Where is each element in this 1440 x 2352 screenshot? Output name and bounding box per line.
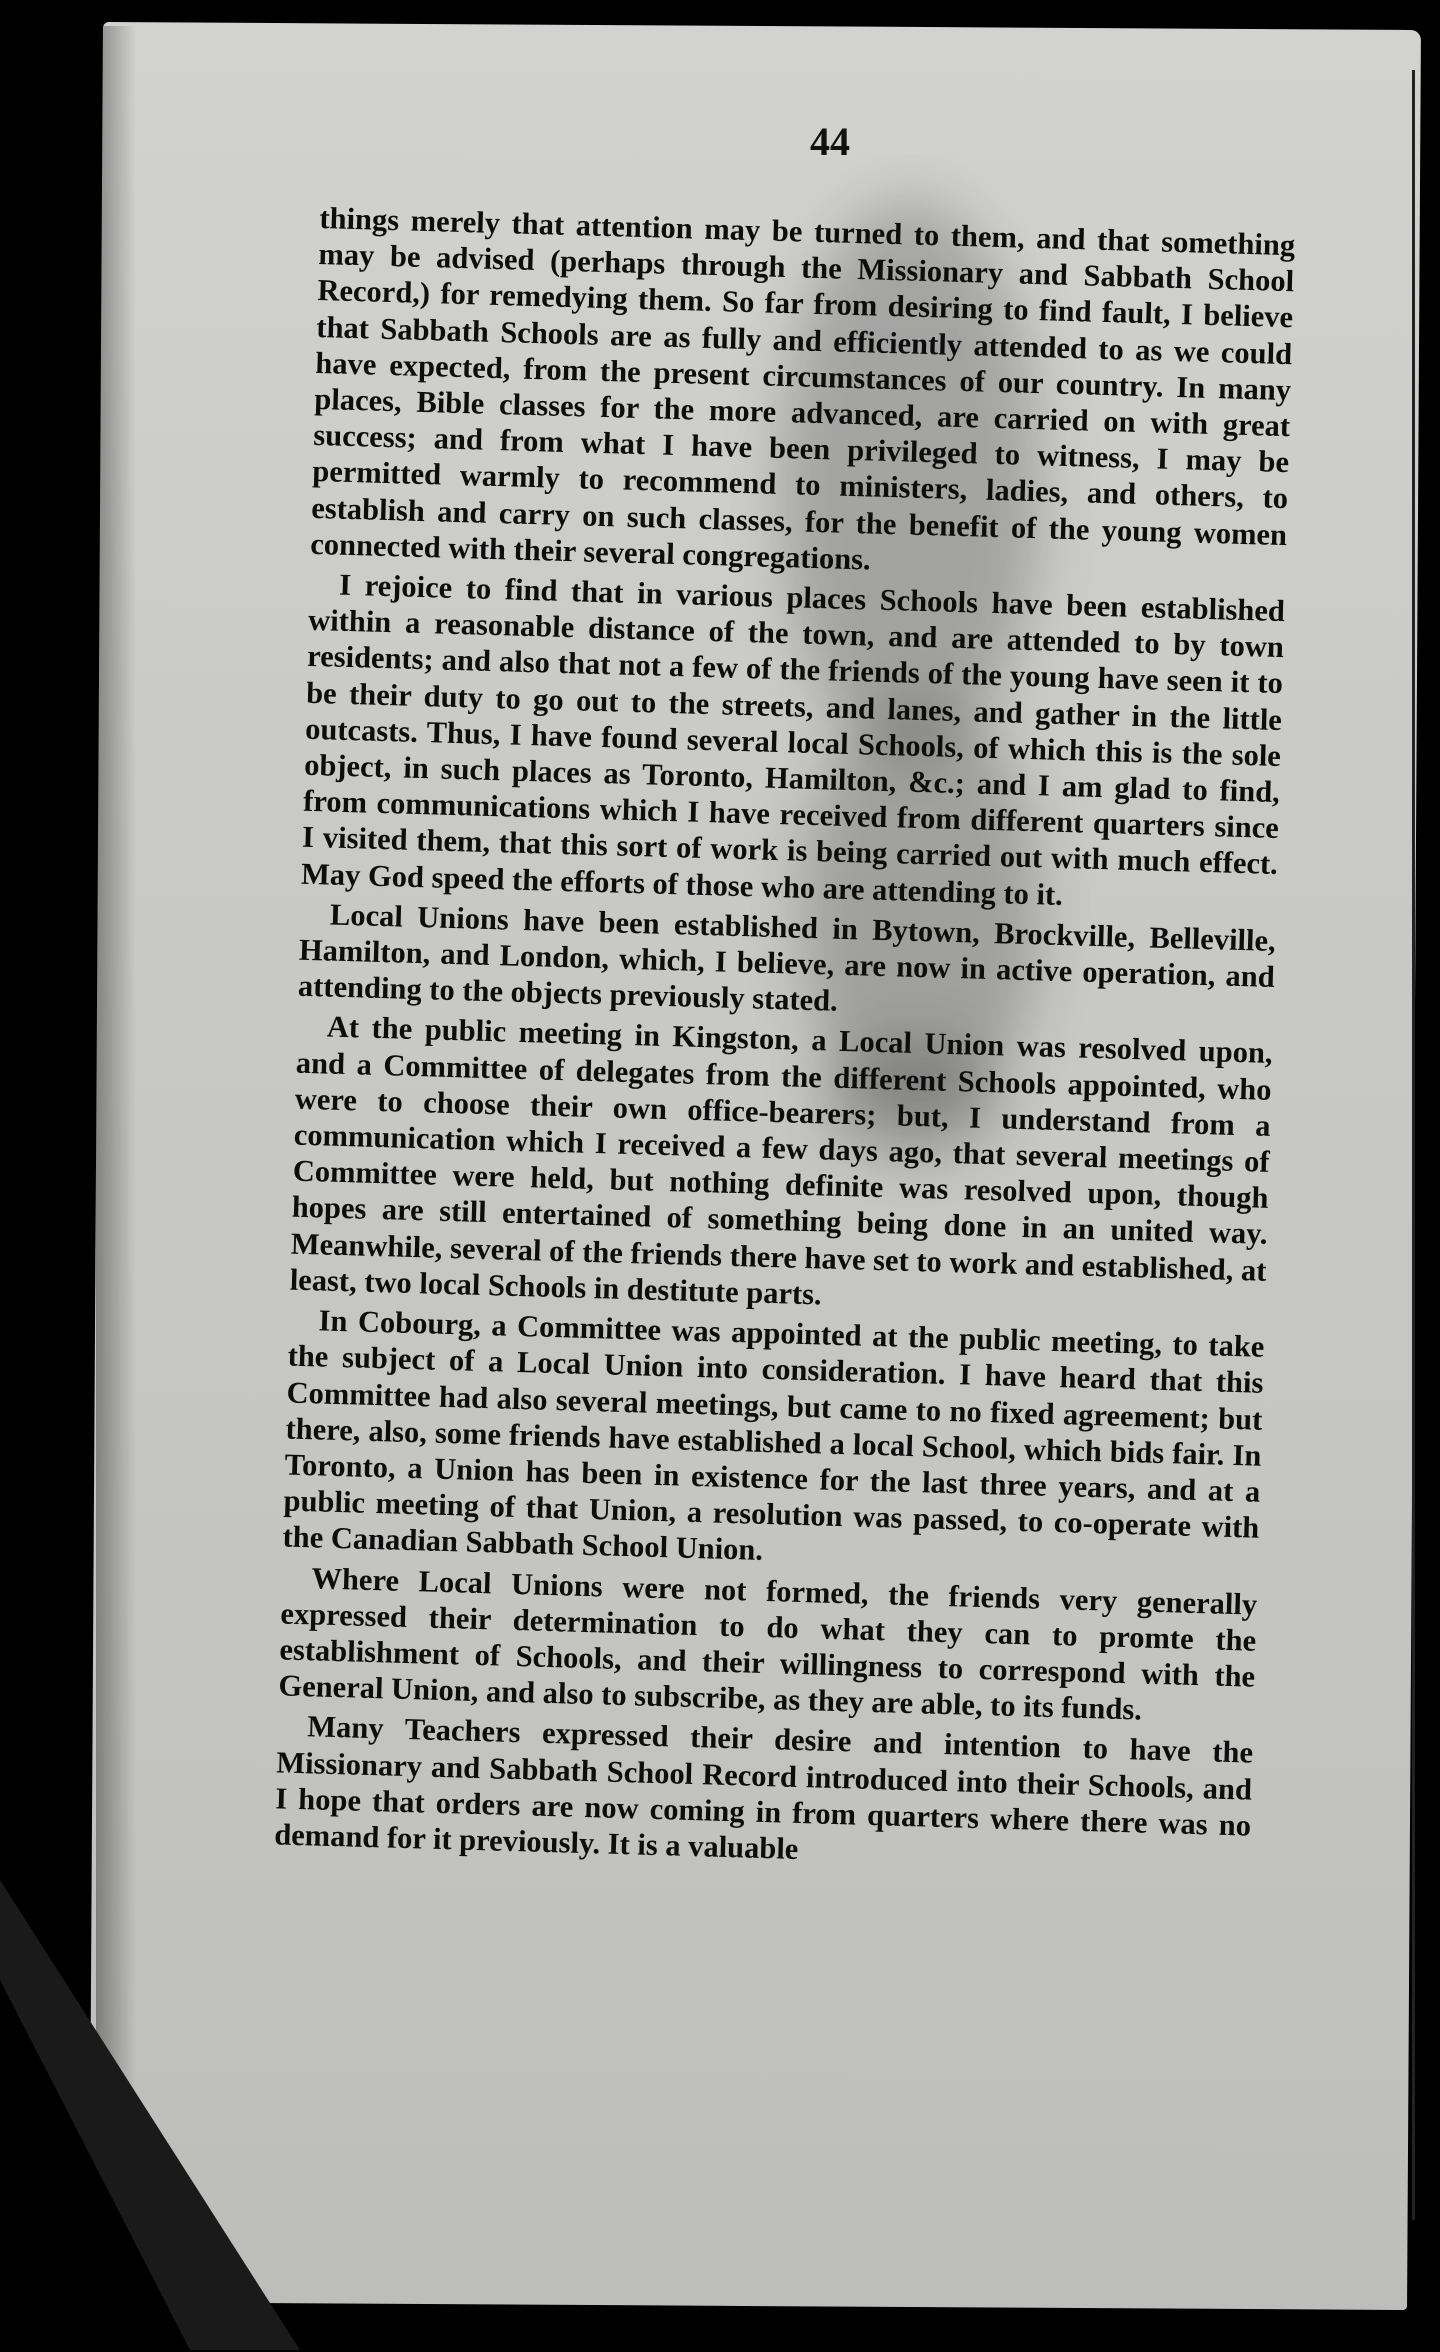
paragraph: I rejoice to find that in various places Schools have been established within a reasonable distance of the town, and are attended to by town residents; and also that not a few of the friends of the young have seen it to be their duty to go out to the streets, and lanes, and gather in the little outcasts. Thus, I have found several local Schools, of which this is the sole object, in such places as Toronto, Hamilton, &c.; and I am glad to find, from communications which I have received from different quarters since I visited them, that this sort of work is being carried out with much effect. May God speed the efforts of those who are attending to it. (300, 567, 1286, 912)
body-text (274, 200, 1296, 1880)
paragraph: Local Unions have been established in Bytown, Brockville, Belleville, Hamilton, and London, which, I believe, are now in active operation, and attending to the objects previously stated. (297, 897, 1277, 1019)
paragraph: At the public meeting in Kingston, a Local Union was resolved upon, and a Committee of delegates from the different Schools appointed, who were to choose their own office-bearers; but, I understand from a communication which I received a few days ago, that several meetings of Committee were held, but nothing definite was resolved upon, though hopes are still entertained of something being done in an united way. Meanwhile, several of the friends there have set to work and established, at least, two local Schools in destitute parts. (289, 1009, 1274, 1312)
paragraph: Where Local Unions were not formed, the friends very generally expressed their determination to do what they can to promte the establishment of Schools, and their willingness to correspond with the General Union, and also to subscribe, as they are able, to its funds. (278, 1560, 1258, 1727)
binding-edge (1412, 70, 1415, 2220)
page-number: 44 (810, 119, 850, 164)
paragraph: Many Teachers expressed their desire and intention to have the Missionary and Sabbath School Record introduced into their Schools, and I hope that orders are now coming in from quarters where there was no demand for it previously. It is a valuable (273, 1709, 1254, 1866)
torn-page-corner-shadow (0, 1980, 190, 2350)
paragraph: things merely that attention may be turned to them, and that something may be advised (perhaps through the Missionary and Sabbath School Record,) for remedying them. So far from desiring to find fault, I believe that Sabbath Schools are as fully and efficiently attended to as we could have expected, from the present circumstances of our country. In many places, Bible classes for the more advanced, are carried on with great success; and from what I have been privileged to witness, I may be permitted warmly to recommend to ministers, ladies, and others, to establish and carry on such classes, for the benefit of the young women connected with their several congregations. (309, 200, 1296, 577)
paragraph: In Cobourg, a Committee was appointed at the public meeting, to take the subject of a Local Union into consideration. I have heard that this Committee had also several meetings, but came to no fixed agreement; but there, also, some friends have established a local School, which bids fair. In Toronto, a Union has been in existence for the last three years, and at a public meeting of that Union, a resolution was passed, to co-operate with the Canadian Sabbath School Union. (282, 1303, 1265, 1568)
